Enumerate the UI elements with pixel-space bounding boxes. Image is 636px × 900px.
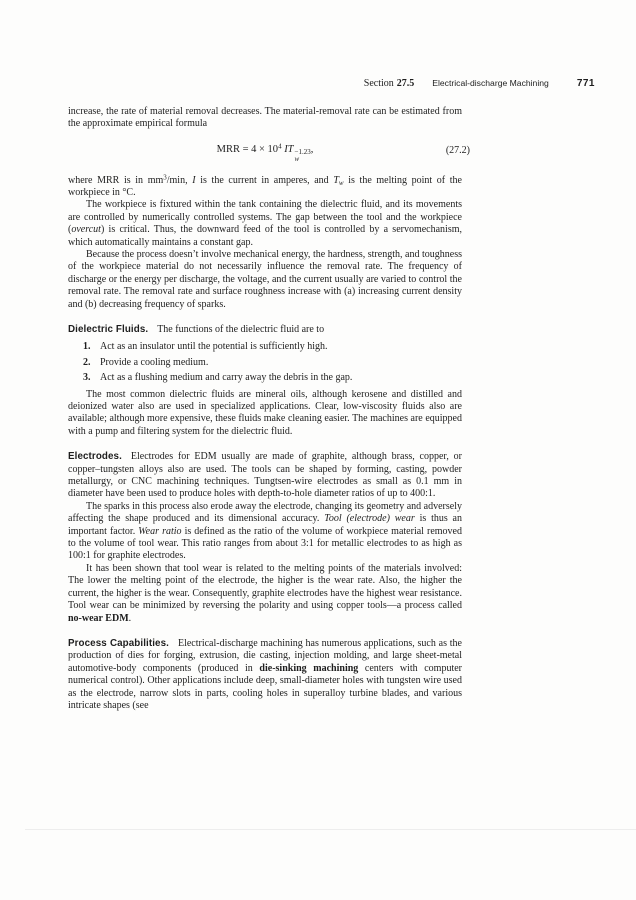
scan-artifact-line <box>25 829 636 830</box>
text-run: die-sinking machining <box>259 662 359 674</box>
heading-process-capabilities <box>68 638 462 712</box>
text-run: ) is critical. Thus, the downward feed of the tool is controlled by a servomechanism, which automatically maintains a constant gap. <box>68 224 462 248</box>
text-run: overcut <box>71 224 101 236</box>
paragraph-material-removal-rate <box>68 106 462 131</box>
list-item-text: Act as an insulator until the potential is sufficiently high. <box>100 341 328 353</box>
page-number: 771 <box>576 78 595 89</box>
text-run: . <box>128 612 132 624</box>
text-run: , <box>310 143 314 155</box>
text-run: where MRR is in mm <box>68 174 164 186</box>
text-run: 3 <box>163 173 167 181</box>
text-run: IT <box>284 143 294 155</box>
paragraph-where-mrr <box>68 175 462 200</box>
dielectric-functions-list <box>68 341 462 384</box>
text-run: Because the process doesn’t involve mechanical energy, the hardness, strength, and toughness of the workpiece material do not necessarily influence the removal rate. The frequency of discharge or the energy per discharge, the voltage, and the current usually are varied to control the removal rate. The removal rate and surface roughness increase with (a) increasing current density and (b) decreasing frequency of sparks. <box>68 248 462 310</box>
heading-dielectric-fluids <box>68 324 462 336</box>
text-run: Tool (electrode) wear <box>324 513 415 525</box>
text-run: The functions of the dielectric fluid are to <box>157 323 325 335</box>
text-run: is the melting point of the workpiece in °C. <box>68 174 462 198</box>
list-item <box>68 372 462 384</box>
text-column <box>68 106 470 712</box>
text-run: increase, the rate of material removal decreases. The material-removal rate can be estimated from the approximate empirical formula <box>68 106 462 130</box>
paragraph-electrode-wear <box>68 501 462 563</box>
list-number: 2. <box>83 356 91 368</box>
stacked-sub-sup: −1.23 w <box>294 148 311 163</box>
text-run: Dielectric Fluids. <box>68 323 149 335</box>
text-run: Wear ratio <box>138 525 182 537</box>
list-item-text: Provide a cooling medium. <box>100 356 209 368</box>
running-header <box>0 77 595 90</box>
paragraph-process-energy <box>68 249 462 311</box>
text-run: is the current in amperes, and <box>195 174 334 186</box>
equation-body <box>216 142 314 163</box>
paragraph-common-dielectric-fluids <box>68 389 462 439</box>
equation-number: (27.2) <box>445 144 470 156</box>
list-item-text: Act as a flushing medium and carry away the debris in the gap. <box>100 372 353 384</box>
text-run: The workpiece is fixtured within the tank containing the dielectric fluid, and its movements are controlled by numerically controlled systems. The gap between the tool and the workpiece ( <box>68 199 462 236</box>
text-run: Process Capabilities. <box>68 637 169 649</box>
text-run: The most common dielectric fluids are mineral oils, although kerosene and distilled and deionized water also are used in specialized applications. Clear, low-viscosity fluids also are available; although more expensive, these fluids make cleaning easier. The machines are equipped with a pump and filtering system for the dielectric fluid. <box>68 388 462 437</box>
text-run: no-wear EDM <box>68 612 129 624</box>
text-run: /min, <box>166 174 193 186</box>
section-title: Electrical-discharge Machining <box>432 78 549 88</box>
text-run: MRR = 4 × 10 <box>216 143 279 155</box>
list-item <box>68 357 462 369</box>
text-run: T <box>333 174 339 186</box>
list-number: 3. <box>83 372 91 384</box>
text-run: Electrodes. <box>68 451 122 463</box>
list-number: 1. <box>83 341 91 353</box>
text-run: The sparks in this process also erode away the electrode, changing its geometry and adversely affecting the shape produced and its dimensional accuracy. <box>68 500 462 525</box>
text-run: Electrodes for EDM usually are made of graphite, although brass, copper, or copper–tungsten alloys also are used. The tools can be shaped by forming, casting, powder metallurgy, or CNC machining techniques. Tungtsen-wire electrodes as small as 0.1 mm in diameter have been used to produce holes with depth-to-hole diameter ratios of up to 400:1. <box>68 451 462 500</box>
text-run: centers with computer numerical control). Other applications include deep, small-diameter holes with tungsten wire used as the electrode, narrow slots in parts, cooling holes in superalloy turbine blades, and various intricate shapes (see <box>68 662 462 711</box>
text-run: is thus an important factor. <box>68 513 462 537</box>
heading-electrodes <box>68 451 462 501</box>
list-item <box>68 341 462 353</box>
section-label: Section <box>363 78 394 89</box>
text-run: is defined as the ratio of the volume of workpiece material removed to the volume of tool wear. This ratio ranges from about 3:1 for metallic electrodes to as high as 100:1 for graphite electrodes. <box>68 525 462 562</box>
section-number: 27.5 <box>396 78 415 89</box>
text-run: Electrical-discharge machining has numerous applications, such as the production of dies for forging, extrusion, die casting, injection molding, and large sheet-metal automotive-body components (produced in <box>68 637 462 674</box>
paragraph-tool-wear-melting <box>68 563 462 625</box>
text-run: It has been shown that tool wear is related to the melting points of the materials involved: The lower the melting point of the electrode, the higher is the wear rate. Also, the higher the current, the higher is the wear. Consequently, graphite electrodes have the highest wear resistance. Tool wear can be minimized by reversing the polarity and using copper tools—a process called <box>68 562 462 612</box>
text-run: 4 <box>278 142 282 151</box>
text-run: w <box>338 178 344 187</box>
equation-27-2 <box>68 142 470 163</box>
text-run: I <box>192 174 196 186</box>
paragraph-workpiece-fixturing <box>68 199 462 249</box>
